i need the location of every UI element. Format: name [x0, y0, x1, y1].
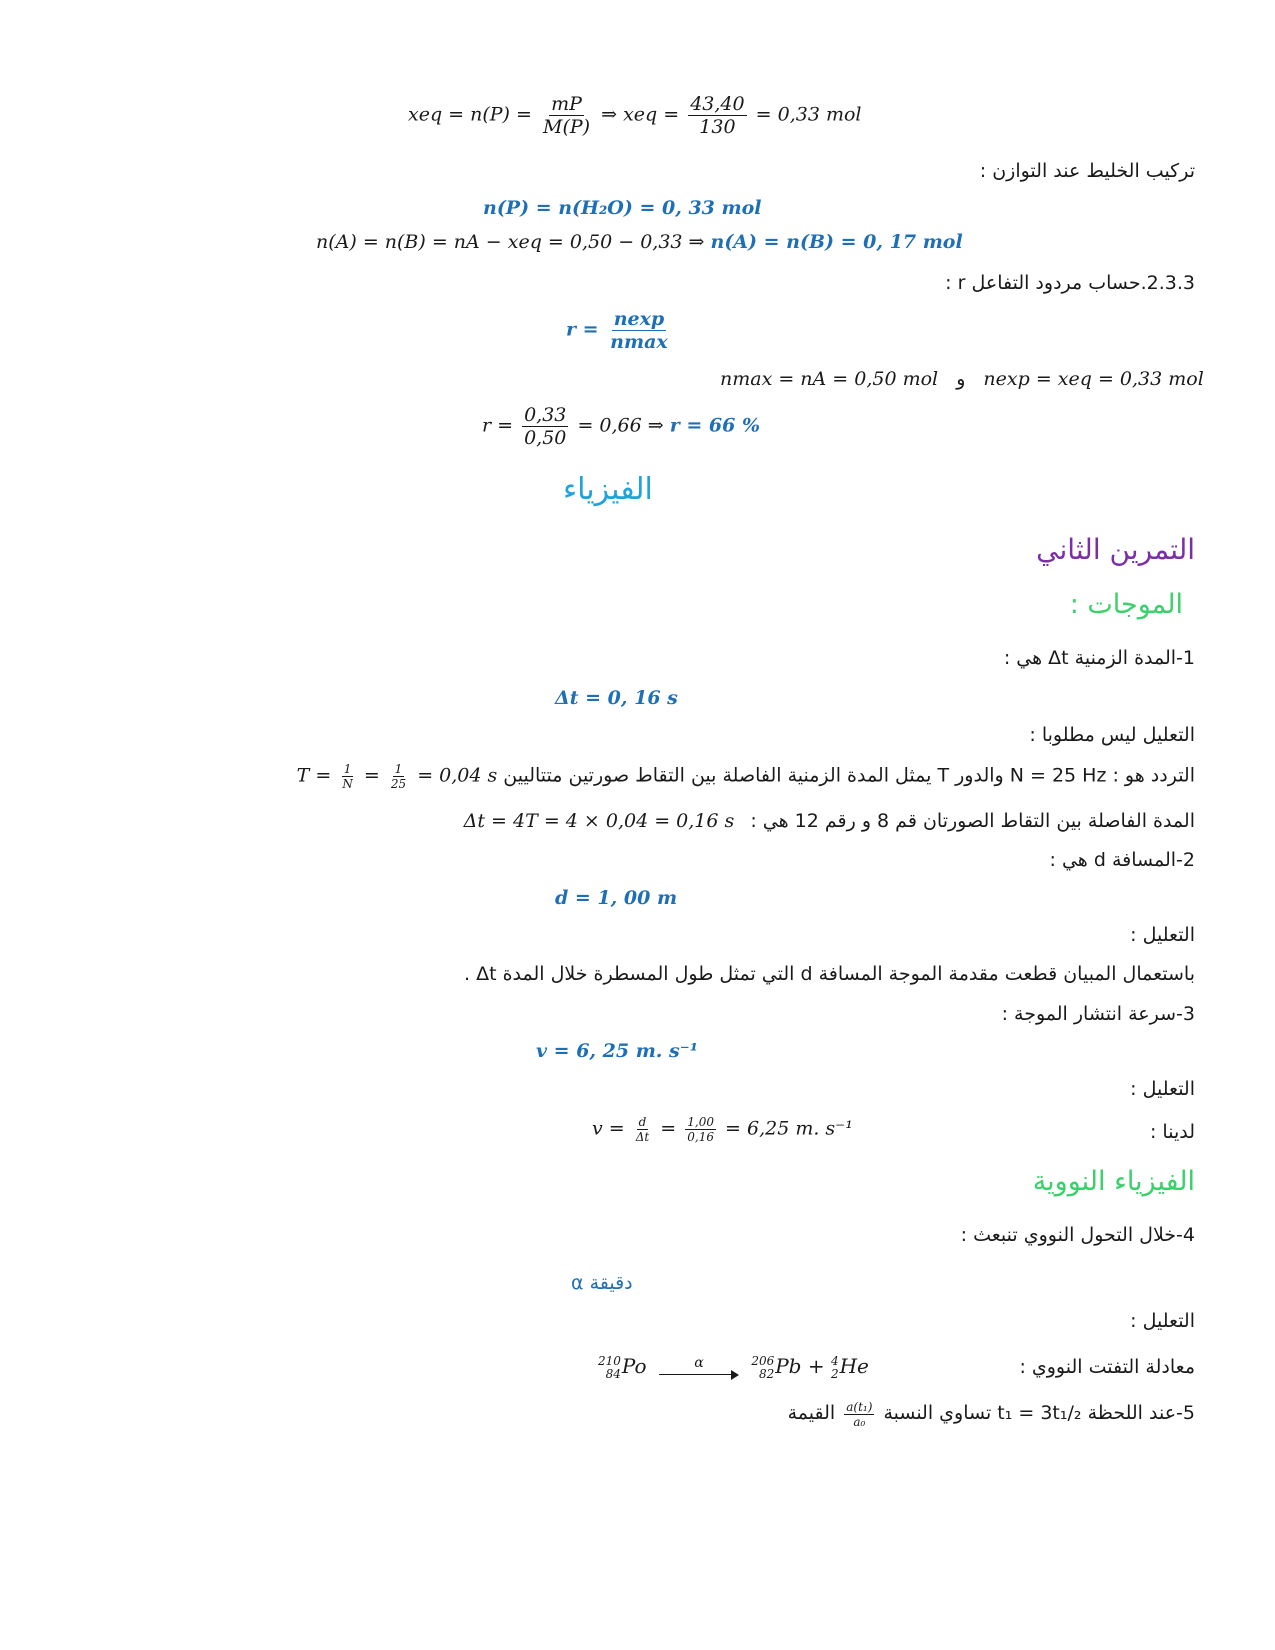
question-5	[788, 1396, 1195, 1430]
frequency-line	[297, 762, 1195, 791]
t-lhs: T =	[296, 764, 332, 787]
t-fraction	[340, 762, 355, 791]
answer-3: v = 6, 25 m. s⁻¹	[536, 1040, 699, 1062]
xeq-equation	[408, 93, 862, 138]
r2-num: 0,33	[524, 404, 567, 426]
justify-3: التعليل :	[1130, 1078, 1195, 1100]
q5-text: 5-عند اللحظة t₁ = 3t₁/₂ تساوي النسبة	[883, 1402, 1195, 1424]
arrow-line	[659, 1370, 739, 1380]
r-fraction	[608, 308, 670, 353]
t-den-2: 25	[390, 777, 407, 791]
np-equation: n(P) = n(H₂O) = 0, 33 mol	[483, 197, 762, 219]
nmax-nexp	[720, 366, 1204, 392]
r-lhs: r =	[566, 318, 599, 341]
exercise-title: التمرين الثاني	[1036, 533, 1195, 566]
decay-equation	[598, 1346, 869, 1386]
v-eq: =	[660, 1117, 677, 1140]
he-numbers	[831, 1355, 839, 1381]
v-den-2: 0,16	[687, 1130, 714, 1144]
he-mass: 4	[830, 1353, 839, 1368]
r-num: nexp	[613, 308, 665, 330]
xeq-lhs: xeq = n(P) =	[408, 103, 532, 126]
justify-4: التعليل :	[1130, 1310, 1195, 1332]
composition-label: تركيب الخليط عند التوازن :	[979, 160, 1195, 182]
pb-numbers	[751, 1355, 774, 1381]
nuclear-title: الفيزياء النووية	[1032, 1166, 1195, 1197]
r-den: nmax	[610, 331, 668, 353]
question-1: 1-المدة الزمنية Δt هي :	[1003, 647, 1195, 669]
question-4: 4-خلال التحول النووي تنبعث :	[960, 1224, 1195, 1246]
r2-result: r = 66 %	[669, 414, 761, 437]
r2-mid: = 0,66 ⇒	[577, 414, 664, 437]
v-num: d	[638, 1115, 647, 1129]
xeq-den-2: 130	[699, 116, 736, 138]
v-fraction	[634, 1115, 652, 1144]
t-fraction-2	[389, 762, 408, 791]
justify-not-required: التعليل ليس مطلوبا :	[1029, 724, 1195, 746]
po-atomic: 84	[605, 1366, 621, 1381]
decay-arrow	[659, 1356, 739, 1380]
question-3: 3-سرعة انتشار الموجة :	[1001, 1003, 1195, 1025]
r2-den: 0,50	[524, 427, 567, 449]
plus-sign: +	[807, 1354, 825, 1378]
pb-symbol: Pb	[775, 1354, 802, 1378]
waves-heading: الموجات :	[1069, 589, 1183, 620]
xeq-fraction-2	[688, 93, 746, 138]
xeq-mid: ⇒ xeq =	[601, 103, 680, 126]
t-num: 1	[343, 762, 352, 776]
nexp-eq: nexp = xeq = 0,33 mol	[983, 368, 1204, 390]
xeq-fraction	[541, 93, 592, 138]
v-num-2: 1,00	[687, 1115, 714, 1129]
r-calculation	[482, 404, 760, 449]
po-symbol: Po	[621, 1354, 647, 1378]
he-atomic: 2	[830, 1366, 839, 1381]
q5-den: a₀	[853, 1414, 866, 1429]
r2-fraction	[522, 404, 568, 449]
v-result: = 6,25 m. s⁻¹	[725, 1117, 853, 1140]
interval-line	[464, 808, 1195, 834]
pb-atomic: 82	[758, 1366, 775, 1381]
na-equation	[316, 229, 963, 255]
answer-4: دقيقة α	[571, 1272, 633, 1294]
v-lhs: v =	[592, 1117, 625, 1140]
answer-1: Δt = 0, 16 s	[555, 687, 678, 709]
interval-equation: Δt = 4T = 4 × 0,04 = 0,16 s	[463, 810, 735, 832]
pb-mass: 206	[751, 1353, 775, 1368]
justify-2: التعليل :	[1130, 924, 1195, 946]
t-num-2: 1	[394, 762, 403, 776]
na-result: n(A) = n(B) = 0, 17 mol	[710, 231, 963, 253]
q5-end: القيمة	[787, 1402, 836, 1424]
t-eq: =	[363, 764, 380, 787]
q5-ratio	[841, 1396, 877, 1430]
xeq-num: mP	[551, 93, 582, 115]
answer-2: d = 1, 00 m	[555, 887, 678, 909]
po-mass: 210	[598, 1353, 621, 1368]
r-definition	[566, 308, 673, 353]
na-lhs: n(A) = n(B) = nA − xeq = 0,50 − 0,33 ⇒	[316, 231, 705, 253]
physics-title: الفيزياء	[563, 472, 653, 507]
velocity-equation	[592, 1115, 853, 1144]
interval-text: المدة الفاصلة بين التقاط الصورتان قم 8 و رقم 12 هي :	[750, 810, 1195, 832]
q5-num: a(t₁)	[846, 1399, 873, 1414]
yield-label: 2.3.3.حساب مردود التفاعل r :	[945, 272, 1195, 294]
v-den: Δt	[635, 1130, 650, 1144]
equation-label: معادلة التفتت النووي :	[1019, 1356, 1195, 1378]
xeq-num-2: 43,40	[690, 93, 745, 115]
t-den: N	[342, 777, 353, 791]
xeq-den: M(P)	[542, 116, 591, 138]
arrow-label: α	[694, 1354, 704, 1371]
q5-fraction	[844, 1400, 874, 1429]
xeq-result: = 0,33 mol	[755, 103, 862, 126]
po-numbers	[598, 1355, 621, 1381]
t-result: = 0,04 s	[417, 764, 498, 787]
frequency-text: التردد هو : N = 25 Hz والدور T يمثل المدة الزمنية الفاصلة بين التقاط صورتين متتاليين	[503, 764, 1195, 787]
nmax-eq: nmax = nA = 0,50 mol	[720, 368, 939, 390]
answer-2-text: باستعمال المبيان قطعت مقدمة الموجة المسافة d التي تمثل طول المسطرة خلال المدة Δt .	[463, 963, 1195, 985]
we-have-label: لدينا :	[1149, 1121, 1195, 1143]
v-fraction-2	[685, 1115, 716, 1144]
and-word: و	[956, 368, 966, 390]
he-symbol: He	[839, 1354, 869, 1378]
period-equation	[297, 762, 498, 791]
question-2: 2-المسافة d هي :	[1049, 849, 1195, 871]
r2-lhs: r =	[482, 414, 514, 437]
